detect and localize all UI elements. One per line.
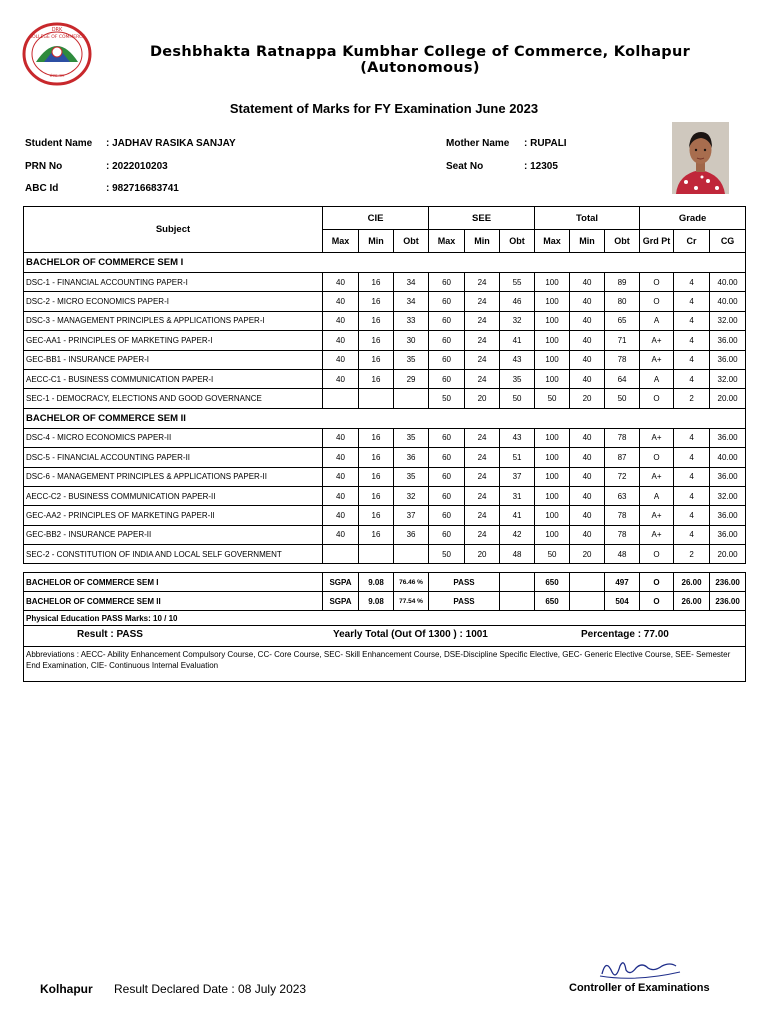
prn-label: PRN No: [25, 161, 63, 172]
mark-cell: 50: [535, 545, 570, 564]
summary-empty: [500, 592, 535, 611]
mark-cell: 100: [535, 467, 570, 486]
column-subheader: Obt: [500, 230, 535, 253]
mark-cell: 16: [359, 369, 394, 388]
mark-cell: A: [640, 311, 674, 330]
mark-cell: 65: [605, 311, 640, 330]
mark-cell: 40: [570, 428, 605, 447]
result-text: Result : PASS: [77, 629, 143, 641]
subject-header: Subject: [24, 207, 323, 253]
mark-cell: 40: [323, 506, 359, 525]
mark-cell: [323, 545, 359, 564]
summary-credits: 26.00: [674, 592, 710, 611]
mark-cell: 35: [394, 350, 429, 369]
mark-cell: 24: [465, 467, 500, 486]
summary-max: 650: [535, 592, 570, 611]
table-row: [24, 292, 746, 311]
table-row: [24, 486, 746, 505]
mark-cell: 16: [359, 311, 394, 330]
mark-cell: 20.00: [710, 545, 746, 564]
mark-cell: 60: [429, 467, 465, 486]
mark-cell: 40: [323, 331, 359, 350]
mark-cell: 36.00: [710, 428, 746, 447]
summary-name: BACHELOR OF COMMERCE SEM I: [24, 573, 323, 592]
column-subheader: Max: [323, 230, 359, 253]
mark-cell: 4: [674, 467, 710, 486]
summary-cg: 236.00: [710, 573, 746, 592]
column-subheader: Min: [359, 230, 394, 253]
student-name-value: : JADHAV RASIKA SANJAY: [106, 138, 236, 149]
statement-title: Statement of Marks for FY Examination June 2023: [229, 101, 539, 116]
mark-cell: 4: [674, 311, 710, 330]
mark-cell: 64: [605, 369, 640, 388]
mark-cell: 60: [429, 428, 465, 447]
mark-cell: 35: [394, 428, 429, 447]
mark-cell: 40: [570, 273, 605, 292]
mark-cell: 36.00: [710, 350, 746, 369]
mark-cell: 33: [394, 311, 429, 330]
mark-cell: A: [640, 369, 674, 388]
mark-cell: 100: [535, 486, 570, 505]
summary-result: PASS: [429, 573, 500, 592]
mark-cell: 60: [429, 506, 465, 525]
mark-cell: 24: [465, 292, 500, 311]
mark-cell: 24: [465, 506, 500, 525]
abc-label: ABC Id: [25, 183, 59, 194]
seat-value: : 12305: [524, 161, 558, 172]
subject-cell: GEC-BB2 - INSURANCE PAPER-II: [24, 525, 323, 544]
mark-cell: 40: [570, 292, 605, 311]
mark-cell: 55: [500, 273, 535, 292]
column-subheader: Obt: [605, 230, 640, 253]
mark-cell: 71: [605, 331, 640, 350]
mark-cell: 100: [535, 292, 570, 311]
mark-cell: [359, 545, 394, 564]
mark-cell: 20: [465, 545, 500, 564]
mark-cell: 4: [674, 506, 710, 525]
subject-cell: SEC-2 - CONSTITUTION OF INDIA AND LOCAL SELF GOVERNMENT: [24, 545, 323, 564]
table-row: [24, 350, 746, 369]
summary-grade: O: [640, 592, 674, 611]
mark-cell: 36.00: [710, 525, 746, 544]
mark-cell: 30: [394, 331, 429, 350]
student-photo: [672, 122, 729, 194]
mark-cell: 78: [605, 350, 640, 369]
table-row: [24, 506, 746, 525]
mark-cell: [359, 389, 394, 408]
mark-cell: 60: [429, 331, 465, 350]
summary-grade: O: [640, 573, 674, 592]
summary-cg: 236.00: [710, 592, 746, 611]
seat-label: Seat No: [446, 161, 484, 172]
mark-cell: 4: [674, 525, 710, 544]
mark-cell: 20: [570, 545, 605, 564]
subject-cell: DSC-5 - FINANCIAL ACCOUNTING PAPER-II: [24, 448, 323, 467]
mark-cell: 16: [359, 506, 394, 525]
mark-cell: 4: [674, 331, 710, 350]
mark-cell: 51: [500, 448, 535, 467]
mark-cell: A: [640, 486, 674, 505]
mark-cell: 29: [394, 369, 429, 388]
mark-cell: 50: [429, 545, 465, 564]
mark-cell: 100: [535, 350, 570, 369]
summary-empty: [570, 573, 605, 592]
controller-signature: [596, 954, 686, 984]
mark-cell: 32.00: [710, 486, 746, 505]
mark-cell: 24: [465, 428, 500, 447]
mark-cell: 20.00: [710, 389, 746, 408]
see-header: SEE: [429, 207, 535, 230]
column-subheader: Max: [429, 230, 465, 253]
logo-bottom-text: संस्था नाम: [49, 73, 65, 78]
mark-cell: 24: [465, 331, 500, 350]
table-row: [24, 369, 746, 388]
section-title: BACHELOR OF COMMERCE SEM II: [24, 408, 746, 428]
mark-cell: 100: [535, 525, 570, 544]
column-subheader: Grd Pt: [640, 230, 674, 253]
mark-cell: 78: [605, 506, 640, 525]
mark-cell: 50: [535, 389, 570, 408]
abc-value: : 982716683741: [106, 183, 179, 194]
mark-cell: 60: [429, 369, 465, 388]
mark-cell: A+: [640, 428, 674, 447]
summary-empty: [500, 573, 535, 592]
summary-sgpa: 9.08: [359, 573, 394, 592]
section-title: BACHELOR OF COMMERCE SEM I: [24, 253, 746, 273]
mark-cell: 24: [465, 448, 500, 467]
subject-cell: DSC-4 - MICRO ECONOMICS PAPER-II: [24, 428, 323, 447]
mark-cell: 60: [429, 273, 465, 292]
mark-cell: 4: [674, 273, 710, 292]
summary-empty: [570, 592, 605, 611]
summary-label: SGPA: [323, 592, 359, 611]
mark-cell: 43: [500, 428, 535, 447]
mark-cell: O: [640, 448, 674, 467]
mark-cell: 40.00: [710, 448, 746, 467]
subject-cell: GEC-AA2 - PRINCIPLES OF MARKETING PAPER-II: [24, 506, 323, 525]
mark-cell: 60: [429, 525, 465, 544]
mark-cell: 36: [394, 525, 429, 544]
mark-cell: 100: [535, 506, 570, 525]
mark-cell: 78: [605, 525, 640, 544]
subject-cell: DSC-3 - MANAGEMENT PRINCIPLES & APPLICATIONS PAPER-I: [24, 311, 323, 330]
abbreviations: Abbreviations : AECC- Ability Enhancement Compulsory Course, CC- Core Course, SEC- Skill Enhancement Course, DSE-Discipline Specific Elective, GEC- Generic Elective Course, SEE- Semester End Examination, CIE- Continuous Internal Evaluation: [24, 647, 746, 682]
mark-cell: 34: [394, 292, 429, 311]
mark-cell: 24: [465, 350, 500, 369]
cie-header: CIE: [323, 207, 429, 230]
mark-cell: 40: [570, 350, 605, 369]
mark-cell: 4: [674, 428, 710, 447]
subject-cell: AECC-C2 - BUSINESS COMMUNICATION PAPER-II: [24, 486, 323, 505]
mark-cell: 24: [465, 311, 500, 330]
subject-cell: DSC-2 - MICRO ECONOMICS PAPER-I: [24, 292, 323, 311]
mark-cell: 4: [674, 350, 710, 369]
mark-cell: 24: [465, 525, 500, 544]
mark-cell: 40: [323, 486, 359, 505]
mark-cell: 48: [500, 545, 535, 564]
subject-cell: DSC-6 - MANAGEMENT PRINCIPLES & APPLICATIONS PAPER-II: [24, 467, 323, 486]
subject-cell: SEC-1 - DEMOCRACY, ELECTIONS AND GOOD GOVERNANCE: [24, 389, 323, 408]
logo-top-text: DRK: [51, 27, 63, 33]
mark-cell: 60: [429, 448, 465, 467]
mark-cell: 40: [323, 350, 359, 369]
mark-cell: 24: [465, 486, 500, 505]
subject-cell: GEC-AA1 - PRINCIPLES OF MARKETING PAPER-I: [24, 331, 323, 350]
mark-cell: 32: [394, 486, 429, 505]
mark-cell: 32.00: [710, 311, 746, 330]
table-row: [24, 428, 746, 447]
mark-cell: 36.00: [710, 331, 746, 350]
student-name-label: Student Name: [25, 138, 93, 149]
mark-cell: 40: [570, 448, 605, 467]
mark-cell: 50: [605, 389, 640, 408]
subject-cell: AECC-C1 - BUSINESS COMMUNICATION PAPER-I: [24, 369, 323, 388]
summary-name: BACHELOR OF COMMERCE SEM II: [24, 592, 323, 611]
summary-result: PASS: [429, 592, 500, 611]
semester-summary-row: [24, 592, 746, 611]
mark-cell: 40: [570, 311, 605, 330]
result-declared-date: Result Declared Date : 08 July 2023: [114, 982, 307, 996]
mark-cell: 40: [570, 506, 605, 525]
table-row: [24, 545, 746, 564]
table-row: [24, 331, 746, 350]
mark-cell: 2: [674, 389, 710, 408]
summary-sgpa: 9.08: [359, 592, 394, 611]
mark-cell: 35: [500, 369, 535, 388]
summary-obt: 497: [605, 573, 640, 592]
subject-cell: GEC-BB1 - INSURANCE PAPER-I: [24, 350, 323, 369]
column-subheader: CG: [710, 230, 746, 253]
mark-cell: 78: [605, 428, 640, 447]
mark-cell: [394, 389, 429, 408]
mark-cell: 42: [500, 525, 535, 544]
mark-cell: 40: [323, 448, 359, 467]
mark-cell: O: [640, 273, 674, 292]
mark-cell: 16: [359, 331, 394, 350]
mark-cell: 43: [500, 350, 535, 369]
mark-cell: 32: [500, 311, 535, 330]
mother-name-label: Mother Name: [446, 138, 510, 149]
mark-cell: 16: [359, 448, 394, 467]
summary-pct: 76.46 %: [394, 573, 429, 592]
mark-cell: A+: [640, 467, 674, 486]
mark-cell: 50: [429, 389, 465, 408]
mark-cell: 37: [500, 467, 535, 486]
mark-cell: 40: [323, 369, 359, 388]
mark-cell: 48: [605, 545, 640, 564]
mark-cell: 4: [674, 486, 710, 505]
mark-cell: 100: [535, 428, 570, 447]
mark-cell: 40: [323, 525, 359, 544]
mark-cell: A+: [640, 331, 674, 350]
summary-credits: 26.00: [674, 573, 710, 592]
mark-cell: 60: [429, 311, 465, 330]
summary-max: 650: [535, 573, 570, 592]
grade-header: Grade: [640, 207, 746, 230]
mark-cell: 20: [570, 389, 605, 408]
table-row: [24, 389, 746, 408]
table-row: [24, 311, 746, 330]
mark-cell: 35: [394, 467, 429, 486]
mark-cell: A+: [640, 525, 674, 544]
mark-cell: O: [640, 545, 674, 564]
mark-cell: 31: [500, 486, 535, 505]
total-header: Total: [535, 207, 640, 230]
mark-cell: 40.00: [710, 292, 746, 311]
physical-education: Physical Education PASS Marks: 10 / 10: [24, 611, 746, 626]
mark-cell: 41: [500, 506, 535, 525]
mark-cell: 80: [605, 292, 640, 311]
mark-cell: 20: [465, 389, 500, 408]
mark-cell: 60: [429, 486, 465, 505]
mark-cell: 4: [674, 448, 710, 467]
college-name: Deshbhakta Ratnappa Kumbhar College of Commerce, Kolhapur (Autonomous): [149, 44, 691, 76]
percentage: Percentage : 77.00: [581, 629, 669, 641]
mark-cell: 100: [535, 311, 570, 330]
column-subheader: Min: [570, 230, 605, 253]
mark-cell: 24: [465, 369, 500, 388]
mark-cell: A+: [640, 506, 674, 525]
prn-value: : 2022010203: [106, 161, 168, 172]
mark-cell: 63: [605, 486, 640, 505]
mark-cell: 16: [359, 428, 394, 447]
mark-cell: 40: [570, 467, 605, 486]
mark-cell: 16: [359, 467, 394, 486]
mark-cell: 36.00: [710, 467, 746, 486]
mark-cell: 4: [674, 292, 710, 311]
mark-cell: 40: [570, 369, 605, 388]
mark-cell: 32.00: [710, 369, 746, 388]
mark-cell: 72: [605, 467, 640, 486]
mark-cell: O: [640, 389, 674, 408]
mark-cell: 16: [359, 525, 394, 544]
mark-cell: 37: [394, 506, 429, 525]
mark-cell: 40: [570, 331, 605, 350]
mark-cell: 40: [323, 311, 359, 330]
column-subheader: Obt: [394, 230, 429, 253]
mark-cell: 4: [674, 369, 710, 388]
column-subheader: Max: [535, 230, 570, 253]
mark-cell: 40: [570, 525, 605, 544]
mark-cell: 16: [359, 273, 394, 292]
mark-cell: 40: [323, 467, 359, 486]
place: Kolhapur: [40, 982, 93, 996]
mark-cell: 34: [394, 273, 429, 292]
mark-cell: [394, 545, 429, 564]
mark-cell: 24: [465, 273, 500, 292]
column-subheader: Cr: [674, 230, 710, 253]
mark-cell: 40: [323, 273, 359, 292]
mark-cell: 36: [394, 448, 429, 467]
mark-cell: 41: [500, 331, 535, 350]
mark-cell: [323, 389, 359, 408]
summary-label: SGPA: [323, 573, 359, 592]
marks-table: [23, 206, 746, 682]
mark-cell: 100: [535, 448, 570, 467]
mark-cell: 87: [605, 448, 640, 467]
mark-cell: 40.00: [710, 273, 746, 292]
mark-cell: 100: [535, 369, 570, 388]
summary-obt: 504: [605, 592, 640, 611]
controller-title: Controller of Examinations: [569, 982, 710, 994]
mark-cell: 89: [605, 273, 640, 292]
yearly-total: Yearly Total (Out Of 1300 ) : 1001: [333, 629, 488, 641]
mark-cell: 36.00: [710, 506, 746, 525]
logo-ring-text: COLLEGE OF COMMERCE: [28, 35, 86, 40]
mark-cell: O: [640, 292, 674, 311]
mark-cell: 16: [359, 486, 394, 505]
mark-cell: 40: [323, 428, 359, 447]
mark-cell: 60: [429, 292, 465, 311]
mark-cell: 16: [359, 292, 394, 311]
mark-cell: A+: [640, 350, 674, 369]
mark-cell: 100: [535, 331, 570, 350]
mark-cell: 100: [535, 273, 570, 292]
summary-pct: 77.54 %: [394, 592, 429, 611]
mark-cell: 60: [429, 350, 465, 369]
table-row: [24, 448, 746, 467]
mother-name-value: : RUPALI: [524, 138, 567, 149]
table-row: [24, 525, 746, 544]
table-row: [24, 467, 746, 486]
mark-cell: 40: [323, 292, 359, 311]
mark-cell: 2: [674, 545, 710, 564]
mark-cell: 40: [570, 486, 605, 505]
mark-cell: 16: [359, 350, 394, 369]
subject-cell: DSC-1 - FINANCIAL ACCOUNTING PAPER-I: [24, 273, 323, 292]
college-logo: [22, 22, 92, 86]
table-row: [24, 273, 746, 292]
mark-cell: 50: [500, 389, 535, 408]
semester-summary-row: [24, 573, 746, 592]
column-subheader: Min: [465, 230, 500, 253]
mark-cell: 46: [500, 292, 535, 311]
